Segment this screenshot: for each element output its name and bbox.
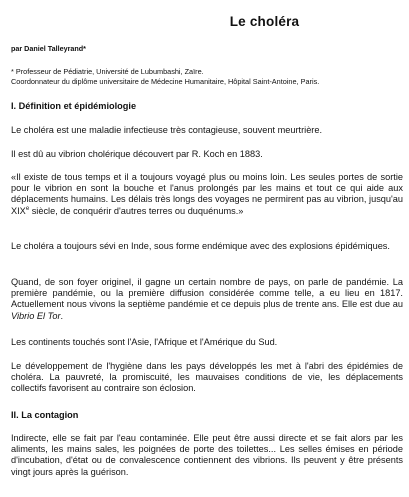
paragraph-contagion: Indirecte, elle se fait par l'eau contaminée. Elle peut être aussi directe et se fait alors par les aliments, les mains sales, les poignées de porte des toilettes... Les selles émises en période d'incubation, d'état ou de convalescence contiennent des vibrions. Ils peuvent y être présents vingt jours après la guérison. [11, 433, 403, 477]
quote-superscript: e [25, 205, 30, 212]
paragraph-quote [11, 172, 403, 217]
paragraph-hygiene: Le développement de l'hygiène dans les pays développés les met à l'abri des épidémies de choléra. La pauvreté, la promiscuité, les mauvaises conditions de vie, les déplacements collectifs favorisent au contraire son éclosion. [11, 361, 403, 394]
document-title: Le choléra [229, 14, 300, 29]
paragraph-pandemie [11, 277, 403, 322]
affiliations [11, 67, 403, 88]
quote-text-end: siècle, de conquérir d'autres terres ou duquénums.» [29, 205, 244, 216]
pandemie-end: . [60, 310, 64, 321]
vibrio-name: Vibrio El Tor [11, 310, 61, 321]
affiliation-line-2: Coordonnateur du diplôme universitaire de Médecine Humanitaire, Hôpital Saint-Antoine, Paris. [11, 77, 320, 87]
author-line: par Daniel Talleyrand* [11, 44, 86, 53]
affiliation-line-1: * Professeur de Pédiatrie, Université de Lubumbashi, Zaïre. [11, 67, 204, 76]
section-heading-1: I. Définition et épidémiologie [11, 101, 137, 111]
section-heading-2: II. La contagion [11, 410, 79, 420]
paragraph-continents: Les continents touchés sont l'Asie, l'Afrique et l'Amérique du Sud. [11, 337, 278, 347]
quote-text-start: «Il existe de tous temps et il a toujours voyagé plus ou moins loin. Les seules portes de sortie pour le vibrion en sont la bouche et l'anus prolongés par les mains et tout ce qui aide aux déplacements humains. Les délais très longs des voyages ne permirent pas au vibrion, jusqu'au XIX [11, 172, 403, 216]
paragraph-inde: Le choléra a toujours sévi en Inde, sous forme endémique avec des explosions épidémiques. [11, 241, 390, 251]
paragraph-definition: Le choléra est une maladie infectieuse très contagieuse, souvent meurtrière. [11, 125, 323, 135]
pandemie-text: Quand, de son foyer originel, il gagne un certain nombre de pays, on parle de pandémie. La première pandémie, ou la première diffusion considérée comme telle, a eu lieu en 1817. Actuellement nous vivons la septième pandémie et ce depuis plus de trente ans. Elle est due au [11, 277, 403, 310]
paragraph-koch: Il est dû au vibrion cholérique découvert par R. Koch en 1883. [11, 149, 263, 159]
